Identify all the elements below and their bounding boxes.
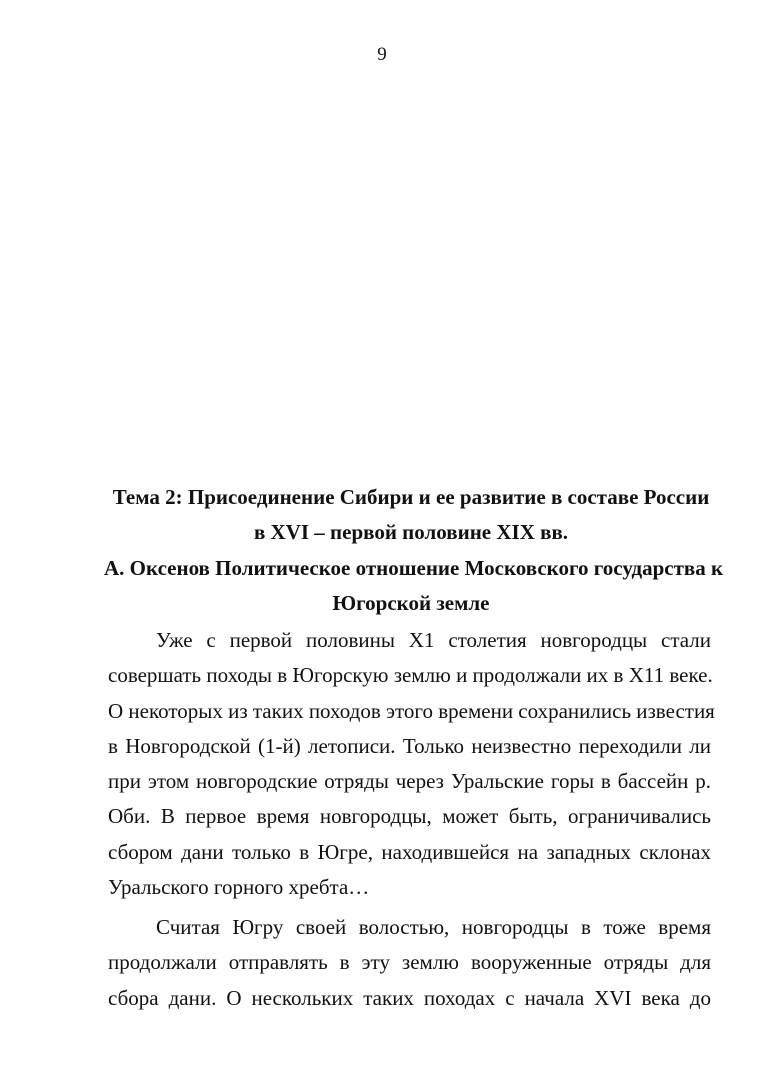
- paragraph-line: в Новгородской (1-й) летописи. Только неизвестно переходили ли: [108, 733, 711, 758]
- paragraph-2: [108, 910, 711, 1016]
- paragraph-line: О некоторых из таких походов этого времени сохранились известия: [108, 698, 715, 723]
- page-number: 9: [377, 44, 387, 65]
- paragraph-line: сбора дани. О нескольких таких походах с начала XVI века до: [108, 985, 711, 1010]
- topic-heading-line: в XVI – первой половине XIX вв.: [253, 520, 569, 544]
- article-heading-line: А. Оксенов Политическое отношение Московского государства к: [104, 556, 724, 580]
- paragraph-line: Считая Югру своей волостью, новгородцы в тоже время: [156, 915, 711, 939]
- paragraph-line: продолжали отправлять в эту землю вооруженные отряды для: [108, 950, 711, 975]
- paragraph-line: сбором дани только в Югре, находившейся на западных склонах: [108, 839, 711, 864]
- article-heading: [104, 551, 724, 621]
- paragraph-line: Уже с первой половины X1 столетия новгородцы стали: [156, 628, 711, 652]
- paragraph-line: совершать походы в Югорскую землю и продолжали их в X11 веке.: [108, 663, 713, 688]
- paragraph-line: при этом новгородские отряды через Уральские горы в бассейн р.: [108, 769, 711, 794]
- topic-heading-line: Тема 2: Присоединение Сибири и ее развитие в составе России: [112, 485, 710, 509]
- article-heading-line: Югорской земле: [332, 591, 490, 615]
- topic-heading: [104, 480, 718, 550]
- paragraph-1: [108, 623, 715, 905]
- paragraph-line: Оби. В первое время новгородцы, может быть, ограничивались: [108, 804, 711, 829]
- paragraph-line: Уральского горного хребта…: [108, 875, 370, 900]
